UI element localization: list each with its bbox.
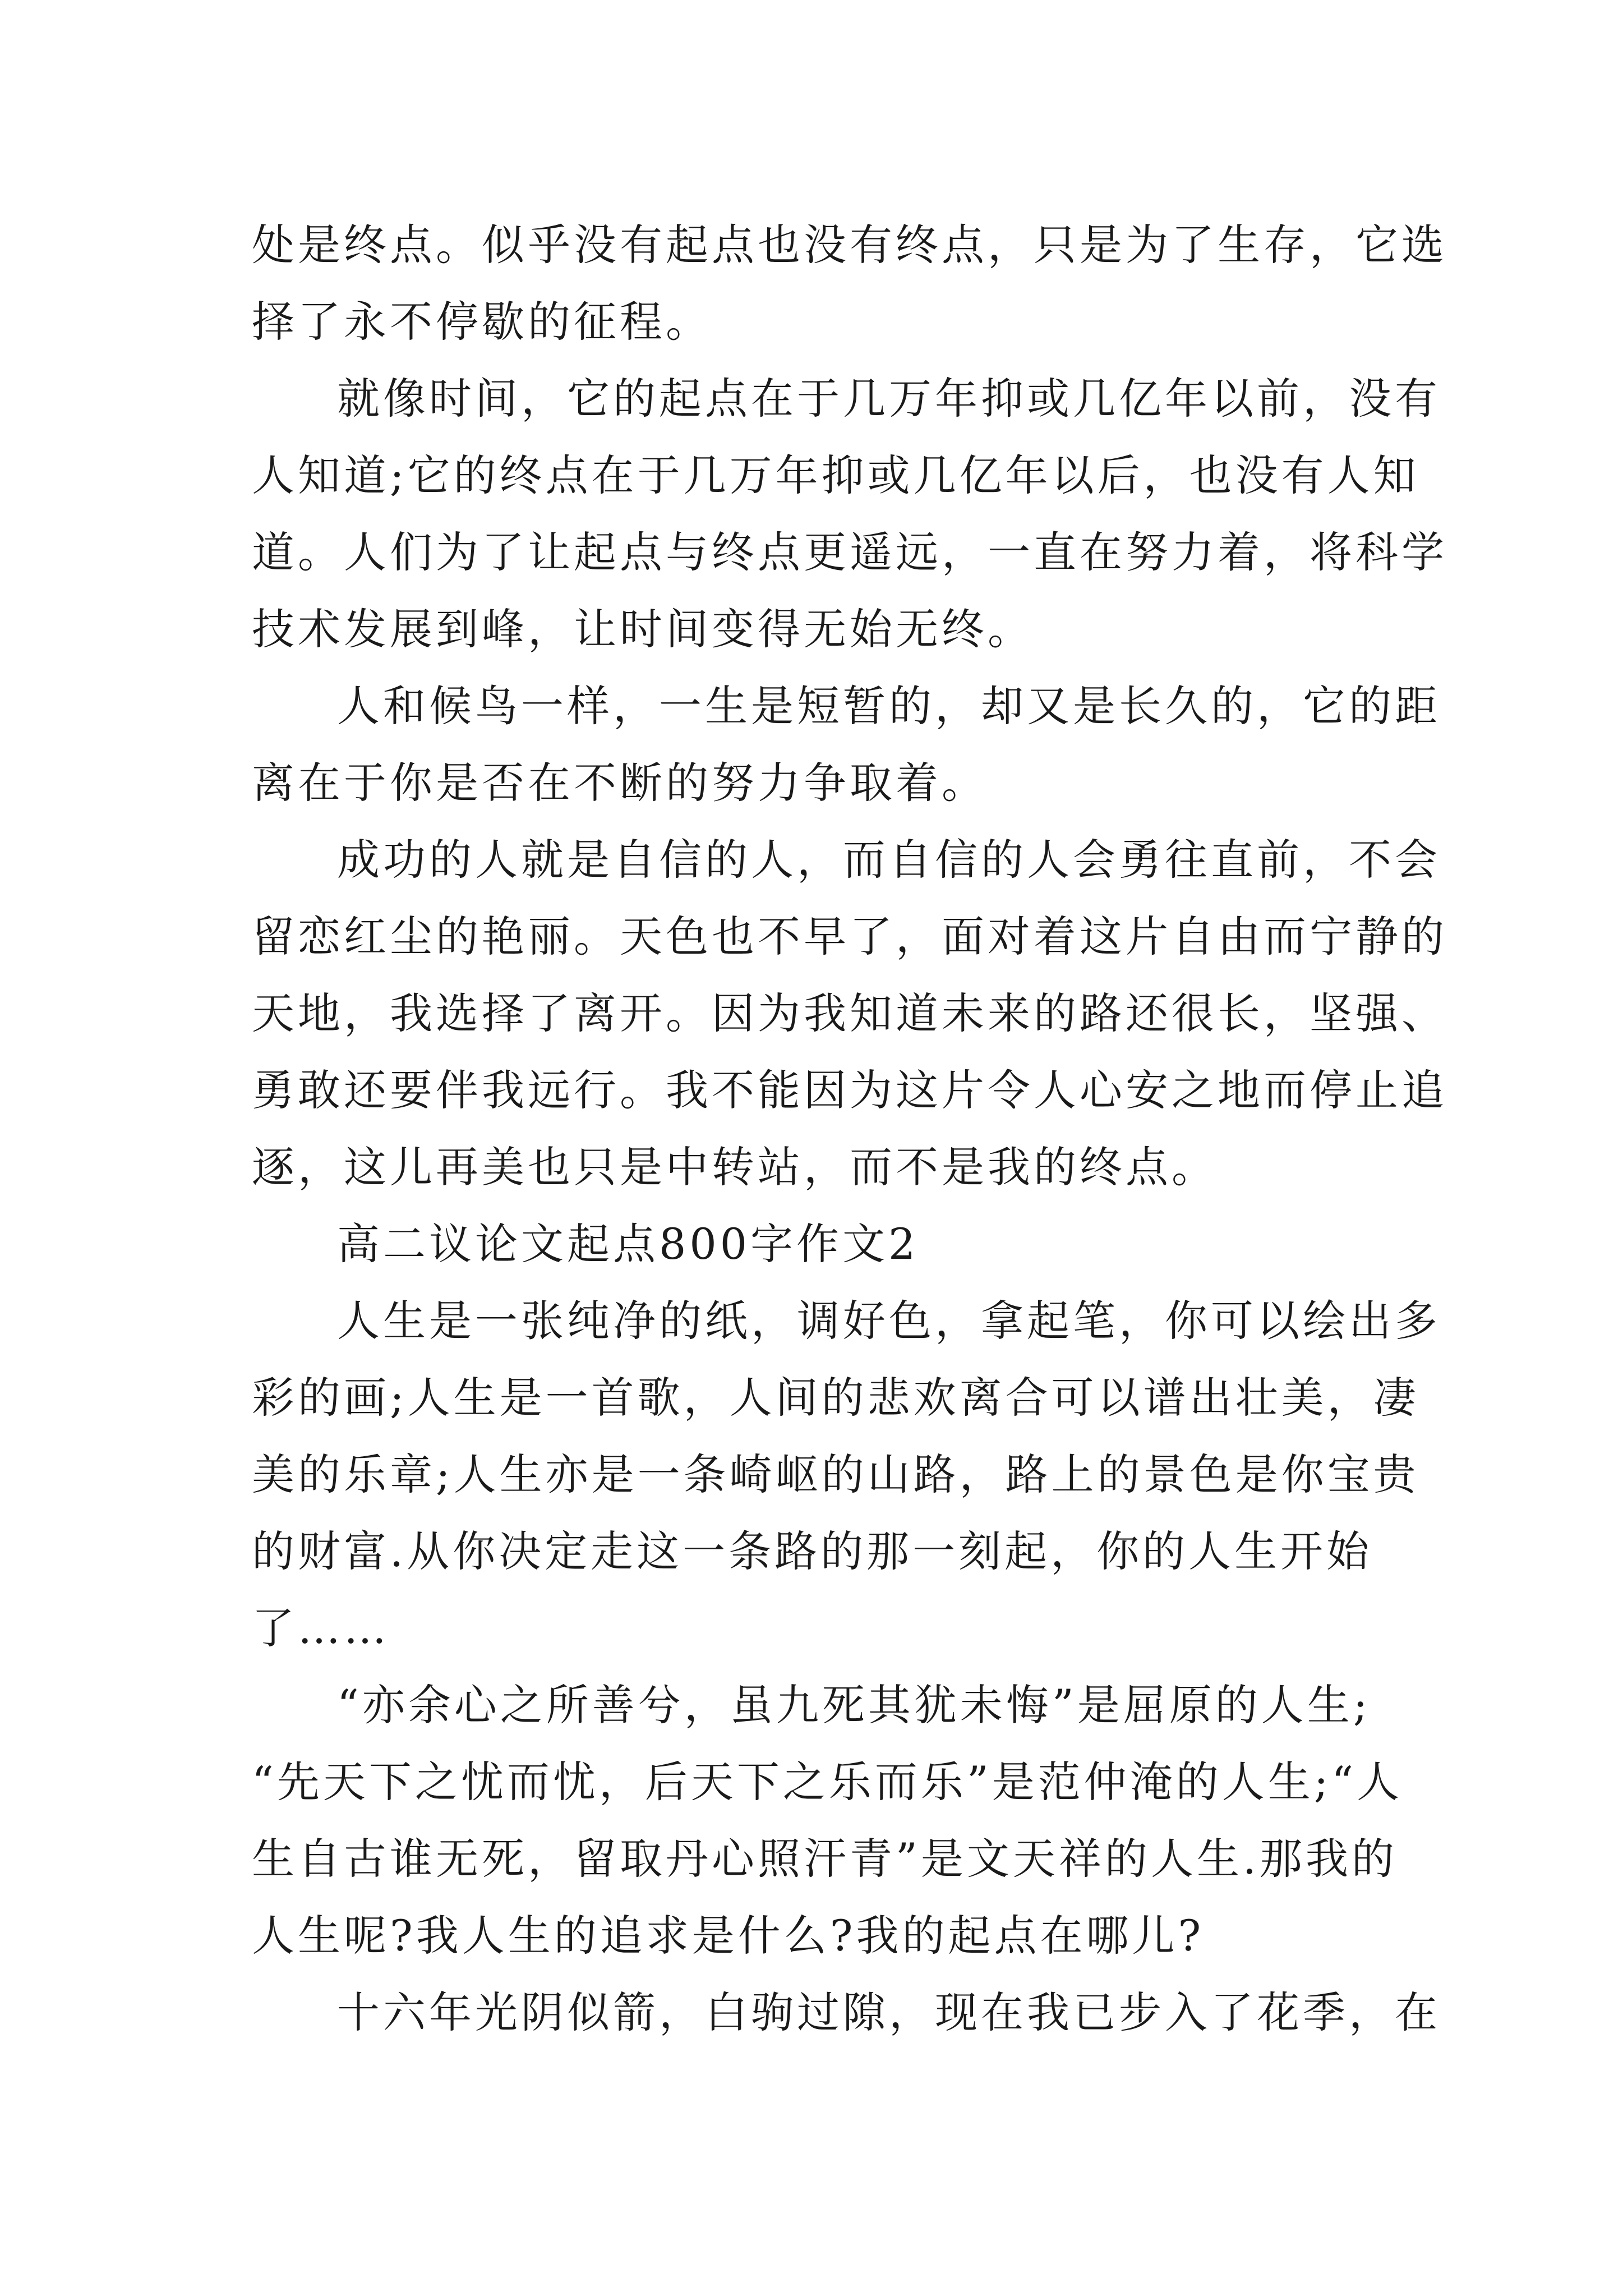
- text-line: 逐，这儿再美也只是中转站，而不是我的终点。: [252, 1142, 1218, 1192]
- text-line: 的财富.从你决定走这一条路的那一刻起，你的人生开始: [252, 1526, 1373, 1576]
- paragraph-start-line: 十六年光阴似箭，白驹过隙，现在我已步入了花季，在: [337, 1987, 1441, 2037]
- text-line: 人知道;它的终点在于几万年抑或几亿年以后，也没有人知: [252, 450, 1419, 500]
- paragraph-start-line: 就像时间，它的起点在于几万年抑或几亿年以前，没有: [337, 374, 1441, 424]
- paragraph-start-line: 成功的人就是自信的人，而自信的人会勇往直前，不会: [337, 835, 1441, 885]
- text-line: 技术发展到峰，让时间变得无始无终。: [252, 604, 1034, 654]
- text-line: 彩的画;人生是一首歌，人间的悲欢离合可以谱出壮美，凄: [252, 1373, 1419, 1423]
- paragraph-start-line: 人生是一张纯净的纸，调好色，拿起笔，你可以绘出多: [337, 1296, 1441, 1346]
- text-line: 择了永不停歇的征程。: [252, 297, 712, 347]
- text-line: 人生呢?我人生的追求是什么?我的起点在哪儿?: [252, 1911, 1205, 1961]
- text-line: 留恋红尘的艳丽。天色也不早了，面对着这片自由而宁静的: [252, 912, 1447, 961]
- text-line: 天地，我选择了离开。因为我知道未来的路还很长，坚强、: [252, 988, 1447, 1038]
- text-line: 生自古谁无死，留取丹心照汗青”是文天祥的人生.那我的: [252, 1834, 1398, 1884]
- text-line: 离在于你是否在不断的努力争取着。: [252, 758, 988, 808]
- text-line: 处是终点。似乎没有起点也没有终点，只是为了生存，它选: [252, 220, 1447, 270]
- text-line: 道。人们为了让起点与终点更遥远，一直在努力着，将科学: [252, 527, 1447, 577]
- text-line: 勇敢还要伴我远行。我不能因为这片令人心安之地而停止追: [252, 1065, 1447, 1115]
- text-line: “先天下之忧而忧，后天下之乐而乐”是范仲淹的人生;“人: [252, 1757, 1403, 1807]
- document-body: [252, 206, 1447, 2051]
- section-title: 高二议论文起点800字作文2: [337, 1219, 919, 1269]
- text-line: 美的乐章;人生亦是一条崎岖的山路，路上的景色是你宝贵: [252, 1450, 1419, 1499]
- text-line: 了……: [252, 1603, 390, 1653]
- paragraph-start-line: 人和候鸟一样，一生是短暂的，却又是长久的，它的距: [337, 681, 1441, 731]
- paragraph-start-line: “亦余心之所善兮，虽九死其犹未悔”是屈原的人生;: [337, 1680, 1371, 1730]
